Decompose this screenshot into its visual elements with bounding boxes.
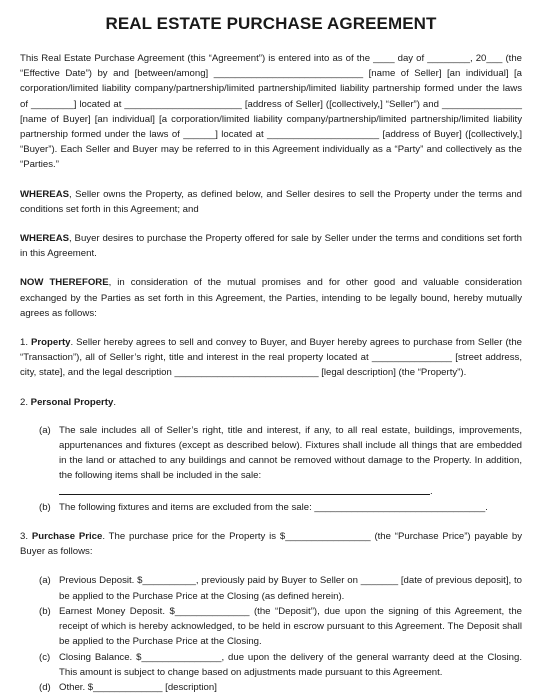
whereas-seller-text: , Seller owns the Property, as defined below, and Seller desires to sell the Property under the terms and conditions set forth in this Agreement; and [20, 188, 522, 215]
list-item [39, 650, 522, 680]
whereas-seller-paragraph [20, 187, 522, 217]
item-text: Earnest Money Deposit. $______________ (the “Deposit”), due upon the signing of this Agreement, the receipt of which is hereby acknowledged, to be held in escrow pursuant to this Agreement. The Deposit shall be applied to the Purchase Price at the Closing. [59, 605, 522, 648]
section-property-text: . Seller hereby agrees to sell and convey to Buyer, and Buyer hereby agrees to purchase from Seller (the “Transaction”), all of Seller’s right, title and interest in the real property located at _______________ [street address, city, state], and the legal description ___________________________ [legal description] (the “Property”). [20, 337, 522, 379]
list-item [39, 680, 522, 695]
item-text: Previous Deposit. $__________, previously paid by Buyer to Seller on _______ [date of previous deposit], to be applied to the Purchase Price at the Closing (as defined herein). [59, 575, 522, 602]
item-label: (d) [39, 681, 51, 693]
item-label: (b) [39, 501, 51, 513]
purchase-price-items [20, 573, 522, 695]
intro-paragraph: This Real Estate Purchase Agreement (this “Agreement”) is entered into as of the ____ day of ________, 20___ (the “Effective Date”) by and [between/among] ____________________________ [name of Seller] [an individual] [a corporation/limited liability company/partnership/limited partnership/limited liability partnership formed under the laws of ________] located at ______________________ [address of Seller] ([collectively,] “Seller”) and _______________ [name of Buyer] [an individual] [a corporation/limited liability company/partnership/limited partnership/limited liability partnership formed under the laws of ______] located at _____________________ [address of Buyer] ([collectively,] “Buyer”). Each Seller and Buyer may be referred to in this Agreement individually as a “Party” and collectively as the “Parties.” [20, 53, 522, 171]
list-item [39, 423, 522, 499]
now-therefore-paragraph [20, 275, 522, 321]
item-label: (a) [39, 575, 51, 587]
section-heading: Personal Property [30, 396, 114, 408]
list-item [39, 573, 522, 603]
item-label: (a) [39, 424, 51, 436]
section-heading: Purchase Price [31, 531, 103, 543]
item-text: Closing Balance. $_______________, due upon the delivery of the general warranty deed at the Closing. This amount is subject to change based on adjustments made pursuant to this Agreement. [59, 651, 522, 678]
section-number: 1. [20, 337, 32, 349]
item-end-period: . [430, 485, 433, 497]
list-item [39, 604, 522, 650]
section-heading-period: . [113, 396, 116, 408]
section-purchase-price [20, 529, 522, 559]
document-title: REAL ESTATE PURCHASE AGREEMENT [105, 14, 437, 33]
list-item [39, 500, 522, 515]
section-property [20, 335, 522, 381]
item-text: Other. $_____________ [description] [59, 681, 217, 693]
personal-property-items [20, 423, 522, 515]
fill-in-line [59, 484, 430, 495]
item-text: The following fixtures and items are excluded from the sale: ________________________________. [59, 501, 488, 513]
section-number: 3. [20, 531, 32, 543]
section-heading: Property [31, 337, 71, 349]
whereas-lead: WHEREAS [20, 233, 70, 245]
whereas-buyer-paragraph [20, 231, 522, 261]
section-number: 2. [20, 396, 31, 408]
section-personal-property-heading [20, 395, 522, 410]
now-therefore-lead: NOW THEREFORE [20, 277, 109, 289]
section-purchase-price-text: . The purchase price for the Property is $________________ (the “Purchase Price”) payable by Buyer as follows: [20, 531, 522, 558]
whereas-lead: WHEREAS [20, 188, 70, 200]
item-label: (b) [39, 605, 51, 617]
now-therefore-text: , in consideration of the mutual promises and for other good and valuable consideration exchanged by the Parties as set forth in this Agreement, the Parties, intending to be legally bound, hereby mutually agrees as follows: [20, 277, 522, 319]
whereas-buyer-text: , Buyer desires to purchase the Property offered for sale by Seller under the terms and conditions set forth in this Agreement. [20, 233, 522, 260]
item-text: The sale includes all of Seller’s right, title and interest, if any, to all real estate, buildings, improvements, appurtenances and fixtures (except as described below). Fixtures shall include all things that are embedded in the land or attached to any buildings and cannot be removed without damage to the Property. In addition, the following items shall be included in the sale: [59, 424, 522, 482]
item-label: (c) [39, 651, 51, 663]
